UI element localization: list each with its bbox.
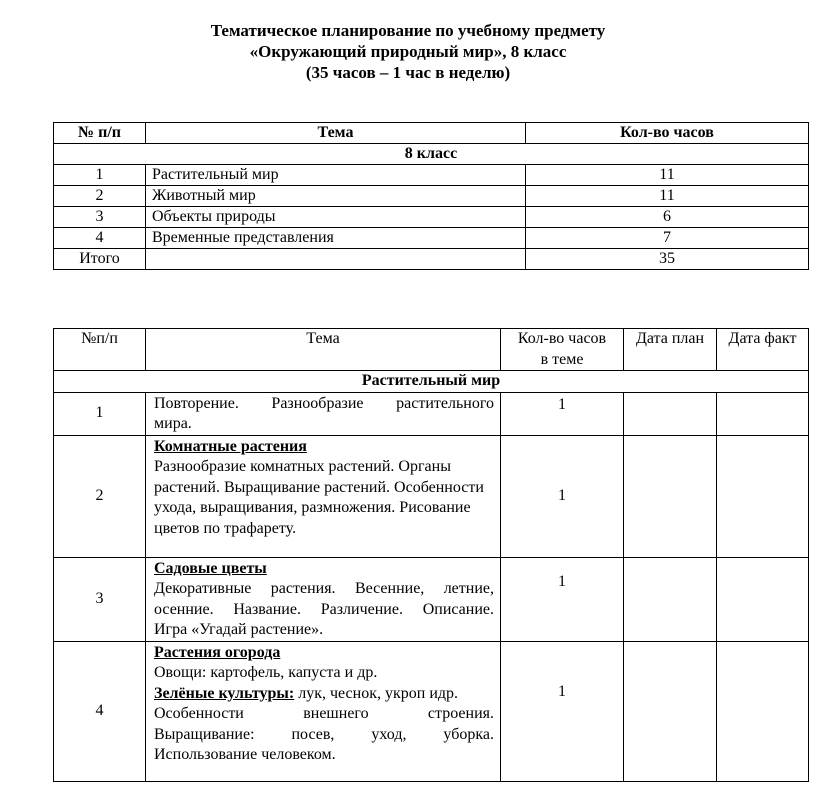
row-date-fact [717, 641, 809, 781]
total-row [54, 249, 809, 270]
row-hours: 11 [526, 165, 809, 186]
row-num: 4 [54, 641, 146, 781]
row-date-plan [624, 641, 717, 781]
row-num: 1 [54, 392, 146, 435]
topic-line: Овощи: картофель, капуста и др. [154, 664, 378, 681]
topic-line: Повторение. Разнообразие растительного [154, 394, 494, 412]
table-row [54, 228, 809, 249]
document-title [0, 20, 816, 83]
row-hours: 6 [526, 207, 809, 228]
table-row [54, 186, 809, 207]
row-num: 4 [54, 228, 146, 249]
row-date-plan [624, 435, 717, 557]
row-date-fact [717, 392, 809, 435]
topic-line: Игра «Угадай растение». [154, 621, 324, 638]
topic-title: Растения огорода [154, 643, 281, 661]
topic-line: Особенности внешнего строения. [154, 705, 494, 722]
header-hours [501, 329, 624, 371]
lesson-plan-table [53, 328, 809, 782]
row-topic: Временные представления [146, 228, 526, 249]
row-topic: Животный мир [146, 186, 526, 207]
topic-text: Разнообразие комнатных растений. Органы растений. Выращивание растений. Особенности ухода, выращивания, размножения. Рисование цветов по трафарету. [154, 458, 484, 537]
total-empty [146, 249, 526, 270]
header-hours-line2: в теме [540, 350, 584, 368]
table-row [54, 557, 809, 641]
row-hours: 1 [501, 557, 624, 641]
row-date-plan [624, 557, 717, 641]
total-label: Итого [54, 249, 146, 270]
table-row [54, 641, 809, 781]
row-topic: Объекты природы [146, 207, 526, 228]
header-topic: Тема [146, 329, 501, 371]
row-num: 2 [54, 435, 146, 557]
row-num: 2 [54, 186, 146, 207]
row-date-fact [717, 435, 809, 557]
row-topic: Растительный мир [146, 165, 526, 186]
table-row [54, 207, 809, 228]
title-line-3: (35 часов – 1 час в неделю) [305, 63, 511, 82]
header-hours: Кол-во часов [526, 123, 809, 144]
section-label: Растительный мир [54, 371, 809, 393]
title-line-1: Тематическое планирование по учебному предмету [210, 21, 606, 40]
topic-title: Комнатные растения [154, 437, 307, 455]
table-row [54, 165, 809, 186]
topic-line: мира. [154, 415, 192, 432]
row-hours: 1 [501, 392, 624, 435]
row-topic [146, 435, 501, 557]
header-date-plan: Дата план [624, 329, 717, 371]
table-row [54, 435, 809, 557]
topic-line: Выращивание: посев, уход, уборка. [154, 725, 494, 743]
row-topic [146, 557, 501, 641]
title-line-2: «Окружающий природный мир», 8 класс [249, 42, 567, 61]
row-hours: 11 [526, 186, 809, 207]
row-date-plan [624, 392, 717, 435]
topic-subtitle-text: лук, чеснок, укроп идр. [294, 684, 459, 702]
row-date-fact [717, 557, 809, 641]
lesson-section-row [54, 371, 809, 393]
lesson-header-row [54, 329, 809, 371]
topic-subtitle: Зелёные культуры: [154, 684, 295, 702]
table-row [54, 392, 809, 435]
row-topic [146, 641, 501, 781]
row-hours: 7 [526, 228, 809, 249]
header-hours-line1: Кол-во часов [517, 330, 607, 347]
row-num: 1 [54, 165, 146, 186]
topic-line: осенние. Название. Различение. Описание. [154, 600, 494, 618]
header-topic: Тема [146, 123, 526, 144]
row-topic [146, 392, 501, 435]
header-date-fact: Дата факт [717, 329, 809, 371]
topic-line [154, 684, 494, 705]
topic-line: Использование человеком. [154, 746, 336, 763]
topic-title: Садовые цветы [154, 559, 267, 577]
header-num: №п/п [54, 329, 146, 371]
summary-section-row [54, 144, 809, 165]
row-num: 3 [54, 207, 146, 228]
row-num: 3 [54, 557, 146, 641]
section-label: 8 класс [54, 144, 809, 165]
topic-line: Декоративные растения. Весенние, летние, [154, 580, 494, 597]
header-num: № п/п [54, 123, 146, 144]
summary-header-row [54, 123, 809, 144]
row-hours: 1 [501, 641, 624, 781]
total-hours: 35 [526, 249, 809, 270]
row-hours: 1 [501, 435, 624, 557]
summary-table [53, 122, 809, 270]
